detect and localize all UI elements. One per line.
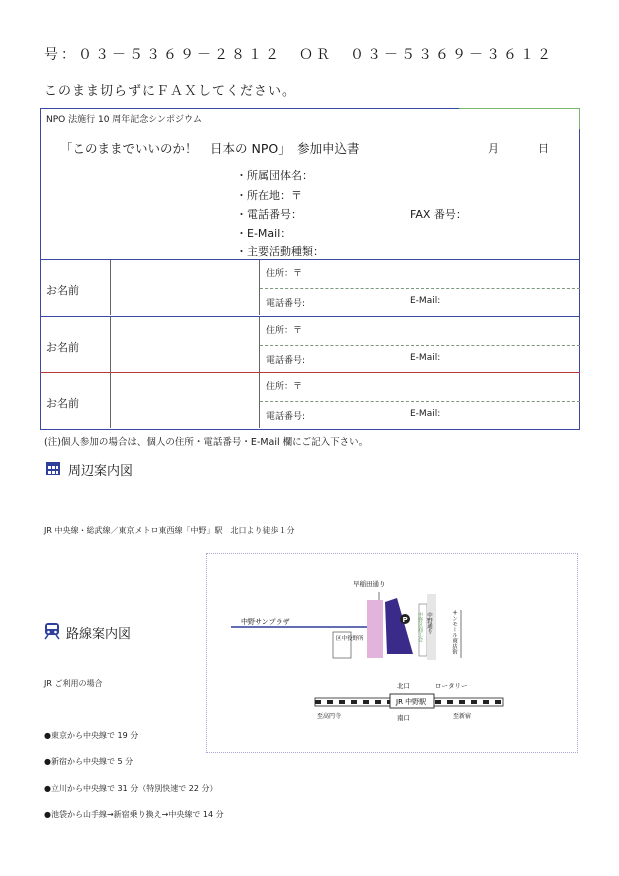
participant-phone-field[interactable]: 電話番号: — [266, 412, 306, 422]
participant-phone-field[interactable]: 電話番号: — [266, 299, 306, 309]
map-label-rotary: ロータリー — [435, 682, 468, 690]
route-item: ●立川から中央線で 31 分（特別快速で 22 分） — [44, 784, 218, 793]
map-section-heading: 周辺案内図 — [68, 464, 134, 479]
form-accent-border — [459, 108, 580, 129]
address-field[interactable]: ・所在地：〒 — [236, 189, 302, 202]
phone-field[interactable]: ・電話番号： — [236, 208, 302, 221]
participant-email-field[interactable]: E-Mail: — [410, 409, 441, 419]
route-item: ●池袋から山手線→新宿乗り換え→中央線で 14 分 — [44, 810, 224, 819]
participant-address-field[interactable]: 住所：〒 — [266, 382, 303, 392]
participant-row — [40, 259, 580, 315]
month-label[interactable]: 月 — [488, 142, 499, 155]
train-icon — [44, 622, 60, 644]
map-label-south-exit: 南口 — [397, 714, 410, 722]
org-name-field[interactable]: ・所属団体名： — [236, 169, 313, 182]
row-dashed-divider — [260, 401, 580, 402]
map-label-sunmall: サンモール商店街 — [451, 610, 457, 654]
participant-row — [40, 372, 580, 428]
participant-name-label: お名前 — [46, 341, 79, 354]
activity-type-field[interactable]: ・主要活動種類： — [236, 245, 324, 258]
symposium-name: NPO 法施行 10 周年記念シンポジウム — [46, 115, 202, 125]
map-label-nakano-dori: 中野通り — [426, 612, 432, 634]
map-label-commerce: 中野区商工会 — [417, 612, 423, 642]
row-dashed-divider — [260, 288, 580, 289]
column-divider — [110, 373, 111, 428]
email-field[interactable]: ・E-Mail： — [236, 227, 292, 240]
column-divider — [110, 317, 111, 372]
access-directions: JR 中央線・総武線／東京メトロ東西線「中野」駅 北口より徒歩１分 — [44, 526, 295, 535]
fax-instruction: このまま切らずにＦＡＸしてください。 — [44, 84, 297, 99]
map-label-waseda-dori: 早稲田通り — [353, 580, 386, 588]
participant-address-field[interactable]: 住所：〒 — [266, 326, 303, 336]
jr-usage-heading: JR ご利用の場合 — [44, 679, 103, 688]
map-label-sunplaza: 中野サンプラザ — [241, 618, 290, 626]
map-label-ward-office: 区中役野所 — [336, 636, 364, 642]
participant-row — [40, 316, 580, 372]
sunplaza-building — [385, 598, 413, 654]
route-item: ●新宿から中央線で 5 分 — [44, 757, 134, 766]
row-dashed-divider — [260, 345, 580, 346]
map-label-station: JR 中野駅 — [396, 698, 427, 706]
building-block — [367, 600, 383, 658]
participant-email-field[interactable]: E-Mail: — [410, 353, 441, 363]
participant-name-label: お名前 — [46, 284, 79, 297]
participant-email-field[interactable]: E-Mail: — [410, 296, 441, 306]
form-note: (注)個人参加の場合は、個人の住所・電話番号・E-Mail 欄にご記入下さい。 — [44, 437, 369, 448]
area-map — [206, 553, 578, 753]
form-title: 「このままでいいのか！ 日本の NPO」 参加申込書 — [60, 141, 360, 156]
svg-text:P: P — [402, 616, 408, 624]
building-icon — [46, 462, 60, 475]
map-label-north-exit: 北口 — [397, 682, 410, 690]
route-section-heading: 路線案内図 — [66, 627, 132, 642]
day-label[interactable]: 日 — [538, 142, 549, 155]
map-label-to-koenji: 至高円寺 — [317, 713, 342, 720]
participant-phone-field[interactable]: 電話番号: — [266, 356, 306, 366]
participant-address-field[interactable]: 住所：〒 — [266, 269, 303, 279]
column-divider — [110, 260, 111, 315]
map-label-to-shinjuku: 至新宿 — [453, 713, 472, 720]
fax-number-line: 号：０３－５３６９－２８１２ ＯＲ ０３－５３６９－３６１２ — [44, 47, 554, 63]
route-item: ●東京から中央線で 19 分 — [44, 731, 139, 740]
fax-field[interactable]: FAX 番号： — [410, 208, 467, 221]
participant-name-label: お名前 — [46, 397, 79, 410]
